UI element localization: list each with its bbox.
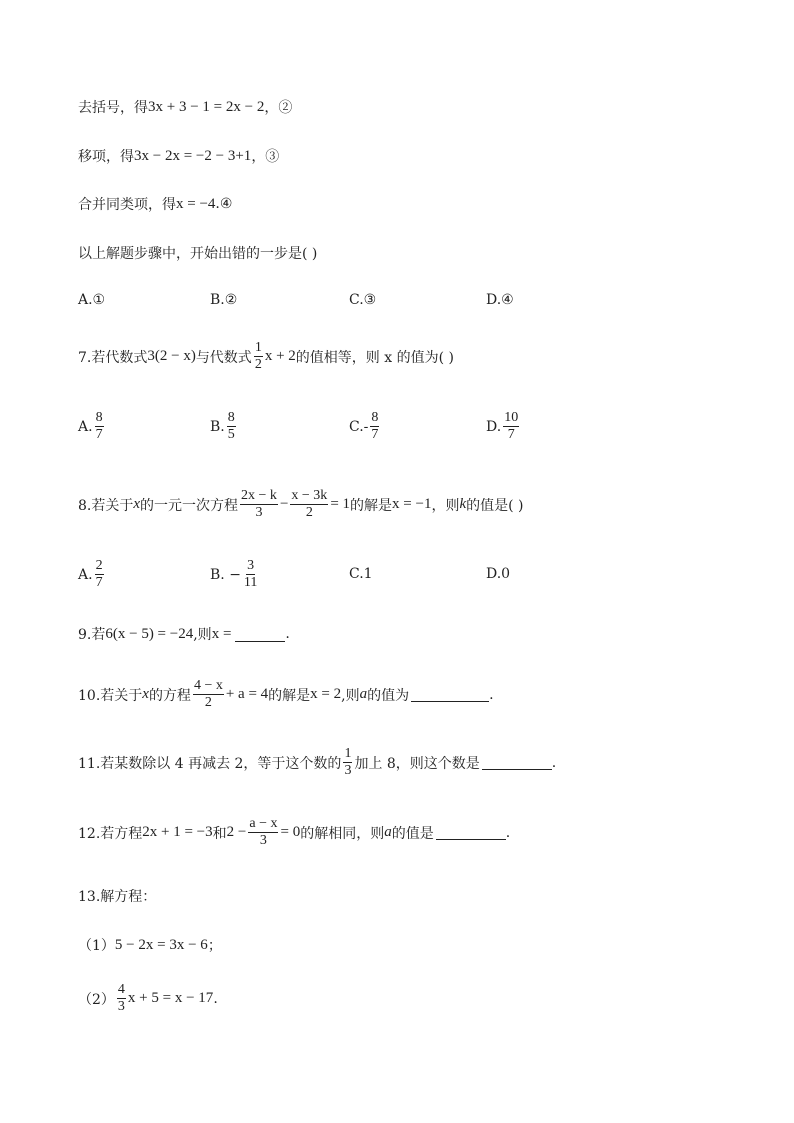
math-expression: x + 2 <box>264 348 296 364</box>
question-text: 的解相同，则 <box>300 825 385 842</box>
solution-step-4 <box>78 194 232 214</box>
end-punctuation: . <box>505 824 511 841</box>
question-text: 的解是 <box>350 497 393 514</box>
question-text: 12.若方程 <box>78 825 143 842</box>
question-text: 和 <box>212 825 227 842</box>
question-text: 的方程 <box>148 687 191 704</box>
end-punctuation: ； <box>207 938 222 954</box>
math-expression: 2 − <box>226 824 247 840</box>
fraction <box>227 410 236 443</box>
end-punctuation: . <box>213 990 218 1007</box>
fraction <box>248 816 278 849</box>
step-marker: ，② <box>264 100 293 116</box>
operator: − <box>279 496 289 512</box>
math-expression: 5 − 2x = 3x − 6 <box>114 936 208 953</box>
fraction <box>254 340 263 373</box>
end-punctuation: . <box>551 754 557 771</box>
denominator: 5 <box>227 427 235 442</box>
denominator: 3 <box>117 999 125 1014</box>
question-text: 的一元一次方程 <box>140 497 239 514</box>
option-label: A.① <box>78 292 106 308</box>
q8-option-b[interactable] <box>210 558 260 591</box>
q6-option-d[interactable] <box>486 292 514 308</box>
question-6-prompt <box>78 243 317 263</box>
math-expression: x = 2 <box>310 686 342 702</box>
numerator: 1 <box>254 340 262 355</box>
numerator: 10 <box>504 410 519 425</box>
fraction <box>95 558 104 591</box>
denominator: 2 <box>305 505 313 520</box>
denominator: 3 <box>255 505 263 520</box>
question-13-part-2 <box>78 982 218 1015</box>
question-text: 以上解题步骤中，开始出错的一步是( ) <box>78 246 318 262</box>
option-label: A. <box>78 566 93 583</box>
variable: x <box>133 496 141 512</box>
answer-blank[interactable] <box>411 687 489 702</box>
denominator: 3 <box>344 763 352 778</box>
part-label: （2） <box>78 991 115 1008</box>
option-label: A. <box>78 418 93 435</box>
question-text: 7.若代数式 <box>78 349 148 366</box>
answer-blank[interactable] <box>436 825 506 840</box>
end-punctuation: . <box>489 686 494 703</box>
step-equation: x = −4 <box>176 195 216 212</box>
fraction <box>193 678 224 711</box>
option-label: D. <box>486 418 502 435</box>
part-label: （1） <box>78 938 115 954</box>
option-label: B.② <box>210 292 238 308</box>
option-label: C.③ <box>349 292 377 308</box>
solution-step-2 <box>78 97 292 117</box>
variable: k <box>459 496 467 512</box>
question-text: 的值是( ) <box>466 497 524 514</box>
question-10 <box>78 678 494 711</box>
step-marker: .④ <box>215 196 233 212</box>
step-label: 合并同类项，得 <box>78 197 176 213</box>
numerator: 3 <box>247 558 255 573</box>
math-expression: 3(2 − x) <box>147 348 196 364</box>
question-text: 8.若关于 <box>78 497 134 514</box>
question-12 <box>78 816 510 849</box>
q8-option-c[interactable] <box>349 566 373 582</box>
question-text: 的解是 <box>268 687 311 704</box>
math-expression: x = −1 <box>392 496 432 512</box>
variable: a <box>384 824 392 840</box>
question-text: ,则 <box>193 627 212 643</box>
numerator: a − x <box>249 816 278 831</box>
fraction <box>343 746 352 779</box>
question-9 <box>78 624 290 644</box>
denominator: 7 <box>507 427 515 442</box>
variable: a <box>359 686 368 702</box>
question-text: 9.若 <box>78 627 106 643</box>
step-marker: ，③ <box>251 149 280 165</box>
denominator: 2 <box>254 357 262 372</box>
question-text: 与代数式 <box>195 349 252 366</box>
numerator: 4 − x <box>193 678 223 693</box>
q6-option-c[interactable] <box>349 292 376 308</box>
q8-option-a[interactable] <box>78 558 106 591</box>
numerator: 8 <box>95 410 103 425</box>
fraction <box>290 488 328 521</box>
numerator: 8 <box>371 410 379 425</box>
fraction <box>243 558 258 591</box>
question-text: 的值相等，则 x 的值为( ) <box>295 349 454 366</box>
option-label: B. − <box>210 566 241 583</box>
math-expression: = 1 <box>330 496 351 512</box>
question-text: 11.若某数除以 4 再减去 2，等于这个数的 <box>78 755 342 772</box>
fraction <box>503 410 519 443</box>
option-label: D.④ <box>486 292 514 308</box>
fraction <box>117 982 126 1015</box>
numerator: 4 <box>117 982 125 997</box>
question-11 <box>78 746 556 779</box>
numerator: 1 <box>344 746 352 761</box>
fraction <box>95 410 104 443</box>
denominator: 11 <box>243 575 258 590</box>
math-expression: x + 5 = x − 17 <box>127 990 214 1006</box>
step-label: 移项，得 <box>78 149 134 165</box>
numerator: 2 <box>95 558 103 573</box>
step-label: 去括号，得 <box>78 100 148 116</box>
end-punctuation: . <box>285 626 290 642</box>
denominator: 7 <box>371 427 379 442</box>
q7-option-a[interactable] <box>78 410 106 443</box>
step-equation: 3x − 2x = −2 − 3+1 <box>134 147 252 164</box>
question-7 <box>78 340 454 373</box>
q6-option-a[interactable] <box>78 292 105 308</box>
denominator: 3 <box>259 833 267 848</box>
denominator: 7 <box>95 575 103 590</box>
math-expression: = 0 <box>280 824 301 840</box>
option-label: B. <box>210 418 225 435</box>
question-13-part-1 <box>78 935 222 955</box>
math-expression: x = <box>211 625 232 642</box>
option-label: C.- <box>349 418 369 435</box>
question-text: 10.若关于 <box>78 687 143 704</box>
answer-blank[interactable] <box>482 755 552 770</box>
numerator: 2x − k <box>241 488 277 503</box>
question-text: 的值是 <box>391 825 434 842</box>
answer-blank[interactable] <box>235 627 285 642</box>
question-8 <box>78 488 524 521</box>
question-text: ，则 <box>431 497 460 514</box>
denominator: 7 <box>95 427 103 442</box>
numerator: x − 3k <box>291 488 328 503</box>
question-text: 13.解方程： <box>78 889 157 905</box>
fraction <box>370 410 379 443</box>
q7-option-b[interactable] <box>210 410 238 443</box>
math-expression: + a = 4 <box>225 686 269 702</box>
question-text: ,则 <box>341 687 360 704</box>
numerator: 8 <box>227 410 235 425</box>
solution-step-3 <box>78 146 279 166</box>
denominator: 2 <box>204 695 212 710</box>
math-expression: 6(x − 5) = −24 <box>105 625 194 642</box>
variable: x <box>142 686 149 702</box>
question-text: 的值为 <box>367 687 410 704</box>
q7-option-c[interactable] <box>349 410 381 443</box>
question-13-title <box>78 886 156 906</box>
q6-option-b[interactable] <box>210 292 237 308</box>
q7-option-d[interactable] <box>486 410 521 443</box>
fraction <box>240 488 278 521</box>
option-label: C.1 <box>349 566 373 582</box>
question-text: 加上 8，则这个数是 <box>354 755 480 772</box>
q8-option-d[interactable] <box>486 566 510 582</box>
step-equation: 3x + 3 − 1 = 2x − 2 <box>148 98 265 115</box>
option-label: D.0 <box>486 566 511 582</box>
math-expression: 2x + 1 = −3 <box>142 824 213 840</box>
